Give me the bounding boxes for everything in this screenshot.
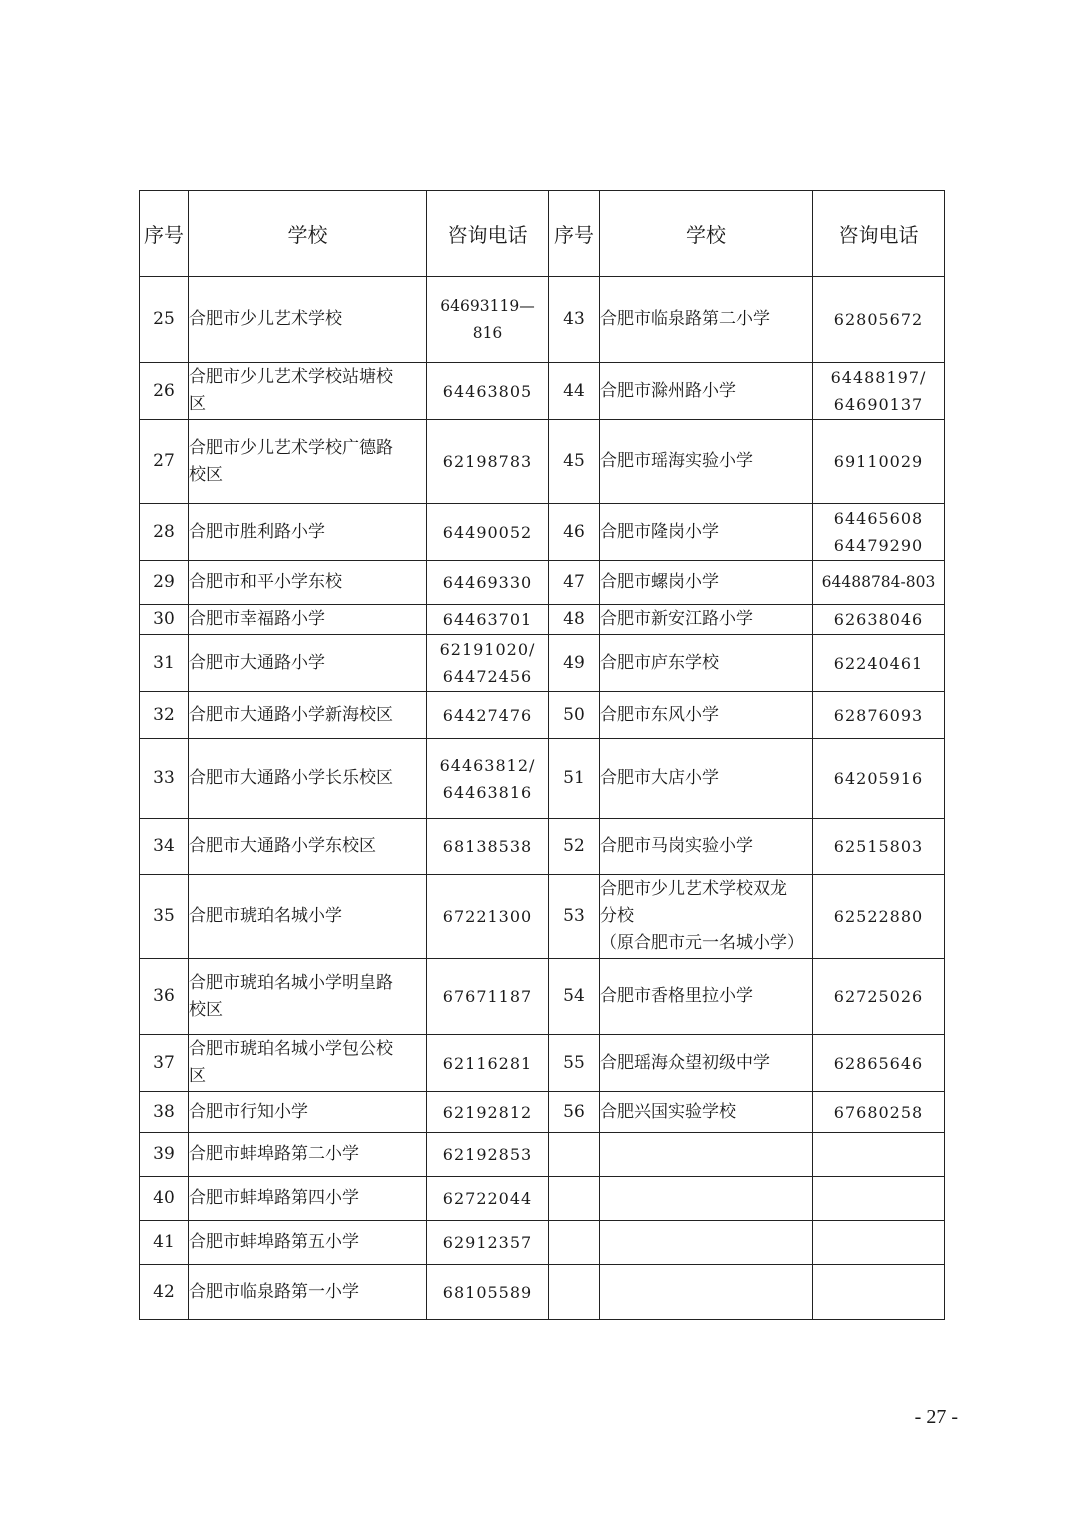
row-index-2 [549, 1265, 600, 1320]
phone-number-line: 68105589 [442, 1282, 533, 1302]
school-name [189, 1133, 427, 1177]
school-name-line: 合肥市琥珀名城小学 [189, 906, 342, 926]
header-index-2: 序号 [549, 191, 600, 277]
table-row [140, 959, 945, 1035]
school-name [189, 1177, 427, 1221]
phone-number [427, 1265, 549, 1320]
row-index: 38 [140, 1092, 189, 1133]
row-index-2 [549, 1221, 600, 1265]
phone-number-2 [813, 605, 945, 635]
phone-number-2-line: 64690137 [833, 395, 924, 414]
phone-number-2 [813, 504, 945, 561]
phone-number [427, 739, 549, 819]
phone-number-line: 62192812 [442, 1102, 533, 1122]
phone-number-2 [813, 635, 945, 692]
school-name-line: 合肥市少儿艺术学校广德路 [189, 437, 393, 458]
school-name-2 [600, 959, 813, 1035]
school-name-2 [600, 420, 813, 504]
phone-number-2 [813, 561, 945, 605]
school-name-2 [600, 277, 813, 363]
phone-number-2-line: 62876093 [833, 705, 924, 725]
school-name [189, 959, 427, 1035]
school-name [189, 692, 427, 739]
school-name-line: 合肥市琥珀名城小学包公校 [189, 1039, 393, 1059]
table-row [140, 605, 945, 635]
school-name-2 [600, 1092, 813, 1133]
phone-number-2-line: 62515803 [833, 837, 924, 856]
table-row [140, 1092, 945, 1133]
table-row [140, 1177, 945, 1221]
phone-number-2 [813, 875, 945, 959]
phone-number-line: 64463816 [442, 782, 533, 802]
school-name-2-line: 合肥市新安江路小学 [600, 609, 753, 629]
phone-number-2-line: 67680258 [833, 1102, 924, 1122]
phone-number-2 [813, 1177, 945, 1221]
row-index-2: 51 [549, 739, 600, 819]
school-name-2-line: 合肥市瑶海实验小学 [600, 451, 753, 471]
phone-number-line: 64490052 [442, 522, 533, 542]
table-header-row [140, 191, 945, 277]
phone-number [427, 420, 549, 504]
school-name-2-line: 合肥市临泉路第二小学 [600, 309, 770, 329]
school-name-2 [600, 605, 813, 635]
phone-number-2 [813, 739, 945, 819]
phone-number [427, 605, 549, 635]
table-row [140, 739, 945, 819]
school-name-2 [600, 1133, 813, 1177]
phone-number-line: 62191020/ [439, 640, 536, 659]
school-name-2 [600, 504, 813, 561]
school-name-line: 合肥市和平小学东校 [189, 572, 342, 592]
table-row [140, 277, 945, 363]
school-name-line: 校区 [189, 999, 223, 1020]
row-index-2: 53 [549, 875, 600, 959]
phone-number-2 [813, 363, 945, 420]
phone-number [427, 692, 549, 739]
row-index-2 [549, 1177, 600, 1221]
phone-number-2-line: 64479290 [833, 536, 924, 555]
school-name [189, 363, 427, 420]
school-name-2 [600, 819, 813, 875]
row-index-2: 46 [549, 504, 600, 561]
school-name-line: 合肥市蚌埠路第五小学 [189, 1232, 359, 1252]
phone-number-2-line: 62522880 [833, 907, 924, 926]
phone-number-line: 62912357 [442, 1233, 533, 1252]
school-name-2-line: 合肥兴国实验学校 [600, 1101, 736, 1122]
school-name [189, 1265, 427, 1320]
school-name [189, 420, 427, 504]
school-name-2 [600, 635, 813, 692]
school-name-line: 合肥市大通路小学东校区 [189, 836, 376, 856]
phone-number-2 [813, 420, 945, 504]
school-name-2-line: 合肥市庐东学校 [600, 652, 719, 673]
phone-number-line: 62198783 [442, 452, 533, 471]
table-row [140, 1035, 945, 1092]
row-index-2: 49 [549, 635, 600, 692]
row-index-2: 52 [549, 819, 600, 875]
row-index: 28 [140, 504, 189, 561]
table-row [140, 1133, 945, 1177]
header-phone-2: 咨询电话 [813, 191, 945, 277]
row-index: 29 [140, 561, 189, 605]
school-name-2-line: 合肥市少儿艺术学校双龙 [600, 879, 787, 899]
school-name [189, 605, 427, 635]
school-name-line: 校区 [189, 464, 223, 485]
school-name [189, 1221, 427, 1265]
school-name-2-line: 合肥市隆岗小学 [600, 521, 719, 542]
row-index-2 [549, 1133, 600, 1177]
school-name-line: 合肥市幸福路小学 [189, 609, 325, 629]
phone-number-2 [813, 277, 945, 363]
school-name-line: 区 [189, 394, 206, 414]
school-name-2-line: 合肥市东风小学 [600, 704, 719, 725]
row-index: 41 [140, 1221, 189, 1265]
row-index-2: 43 [549, 277, 600, 363]
phone-number-2 [813, 1092, 945, 1133]
row-index-2: 45 [549, 420, 600, 504]
phone-number-line: 64463701 [442, 610, 533, 629]
phone-number-2 [813, 819, 945, 875]
school-name-2-line: 分校 [600, 906, 634, 926]
phone-number-2 [813, 1035, 945, 1092]
phone-number-2-line: 64488784-803 [821, 573, 936, 591]
school-name-2 [600, 1035, 813, 1092]
phone-number-2-line: 62240461 [833, 653, 924, 673]
phone-number [427, 561, 549, 605]
row-index: 42 [140, 1265, 189, 1320]
phone-number [427, 819, 549, 875]
school-name-line: 合肥市大通路小学长乐校区 [189, 768, 393, 788]
row-index: 34 [140, 819, 189, 875]
school-name-2 [600, 875, 813, 959]
phone-number-line: 64469330 [442, 573, 533, 592]
school-name [189, 819, 427, 875]
school-name [189, 277, 427, 363]
school-name-line: 区 [189, 1066, 206, 1086]
phone-number-2-line: 64465608 [833, 509, 924, 528]
phone-number-2-line: 62805672 [833, 310, 924, 329]
row-index-2: 55 [549, 1035, 600, 1092]
phone-number [427, 1133, 549, 1177]
row-index: 31 [140, 635, 189, 692]
phone-number-line: 67671187 [442, 987, 533, 1006]
row-index-2: 50 [549, 692, 600, 739]
phone-number-line: 64693119—816 [440, 296, 535, 342]
phone-number-line: 62722044 [442, 1189, 533, 1208]
school-name [189, 875, 427, 959]
school-name-line: 合肥市蚌埠路第二小学 [189, 1144, 359, 1164]
header-phone: 咨询电话 [427, 191, 549, 277]
school-name-line: 合肥市胜利路小学 [189, 521, 325, 542]
phone-number [427, 277, 549, 363]
school-name-2 [600, 1177, 813, 1221]
school-name-line: 合肥市蚌埠路第四小学 [189, 1188, 359, 1208]
row-index: 33 [140, 739, 189, 819]
phone-number-2-line: 62725026 [833, 987, 924, 1006]
school-name [189, 561, 427, 605]
table-row [140, 1265, 945, 1320]
school-name-2-line: 合肥市大店小学 [600, 768, 719, 788]
phone-number [427, 363, 549, 420]
school-name-line: 合肥市行知小学 [189, 1101, 308, 1122]
phone-number-2 [813, 692, 945, 739]
phone-number-line: 64463812/ [439, 755, 536, 775]
school-name-2-line: 合肥市螺岗小学 [600, 572, 719, 592]
school-name-line: 合肥市少儿艺术学校站塘校 [189, 367, 393, 387]
row-index: 27 [140, 420, 189, 504]
school-name-line: 合肥市大通路小学 [189, 652, 325, 673]
school-name-line: 合肥市大通路小学新海校区 [189, 704, 393, 725]
table-row [140, 875, 945, 959]
phone-number-2-line: 62638046 [833, 610, 924, 629]
school-name [189, 1035, 427, 1092]
table-row [140, 363, 945, 420]
phone-number-line: 62192853 [442, 1145, 533, 1164]
school-name-2-line: 合肥市香格里拉小学 [600, 986, 753, 1006]
school-name [189, 1092, 427, 1133]
table-row [140, 420, 945, 504]
row-index-2: 48 [549, 605, 600, 635]
phone-number-line: 67221300 [442, 907, 533, 926]
table-body [140, 277, 945, 1320]
row-index: 40 [140, 1177, 189, 1221]
row-index-2: 54 [549, 959, 600, 1035]
phone-number [427, 504, 549, 561]
phone-number [427, 635, 549, 692]
phone-number-2-line: 62865646 [833, 1053, 924, 1073]
row-index: 35 [140, 875, 189, 959]
row-index: 39 [140, 1133, 189, 1177]
header-school-2: 学校 [600, 191, 813, 277]
page-number: - 27 - [914, 1406, 958, 1428]
school-name-2-line: 合肥市滁州路小学 [600, 380, 736, 401]
school-name-2-line: （原合肥市元一名城小学） [600, 933, 804, 953]
school-name-2 [600, 363, 813, 420]
phone-number-2 [813, 1133, 945, 1177]
phone-number-2-line: 64488197/ [830, 368, 927, 387]
table-row [140, 692, 945, 739]
phone-number [427, 1092, 549, 1133]
row-index: 30 [140, 605, 189, 635]
row-index: 37 [140, 1035, 189, 1092]
row-index: 26 [140, 363, 189, 420]
phone-number-line: 62116281 [442, 1053, 533, 1073]
school-name-line: 合肥市少儿艺术学校 [189, 309, 342, 329]
table-row [140, 1221, 945, 1265]
phone-number [427, 875, 549, 959]
school-name-2 [600, 739, 813, 819]
row-index-2: 47 [549, 561, 600, 605]
school-contact-table [139, 190, 945, 1320]
table-row [140, 561, 945, 605]
school-name-2 [600, 1265, 813, 1320]
school-name [189, 739, 427, 819]
school-name-2-line: 合肥市马岗实验小学 [600, 836, 753, 856]
phone-number-line: 64463805 [442, 381, 533, 401]
row-index: 36 [140, 959, 189, 1035]
row-index-2: 56 [549, 1092, 600, 1133]
phone-number-2 [813, 1265, 945, 1320]
header-school: 学校 [189, 191, 427, 277]
phone-number-line: 64427476 [442, 705, 533, 725]
phone-number-2-line: 69110029 [833, 452, 924, 471]
phone-number-line: 64472456 [442, 667, 533, 686]
school-name-2-line: 合肥瑶海众望初级中学 [600, 1052, 770, 1073]
phone-number-2-line: 64205916 [833, 769, 924, 788]
row-index: 32 [140, 692, 189, 739]
phone-number-2 [813, 959, 945, 1035]
header-index: 序号 [140, 191, 189, 277]
row-index: 25 [140, 277, 189, 363]
phone-number-2 [813, 1221, 945, 1265]
school-name [189, 635, 427, 692]
row-index-2: 44 [549, 363, 600, 420]
table-row [140, 819, 945, 875]
school-name-2 [600, 561, 813, 605]
phone-number [427, 959, 549, 1035]
school-name-2 [600, 1221, 813, 1265]
school-name [189, 504, 427, 561]
phone-number [427, 1177, 549, 1221]
phone-number [427, 1221, 549, 1265]
school-name-2 [600, 692, 813, 739]
phone-number [427, 1035, 549, 1092]
school-name-line: 合肥市琥珀名城小学明皇路 [189, 972, 393, 993]
phone-number-line: 68138538 [442, 837, 533, 856]
table-row [140, 635, 945, 692]
school-name-line: 合肥市临泉路第一小学 [189, 1281, 359, 1302]
table-row [140, 504, 945, 561]
